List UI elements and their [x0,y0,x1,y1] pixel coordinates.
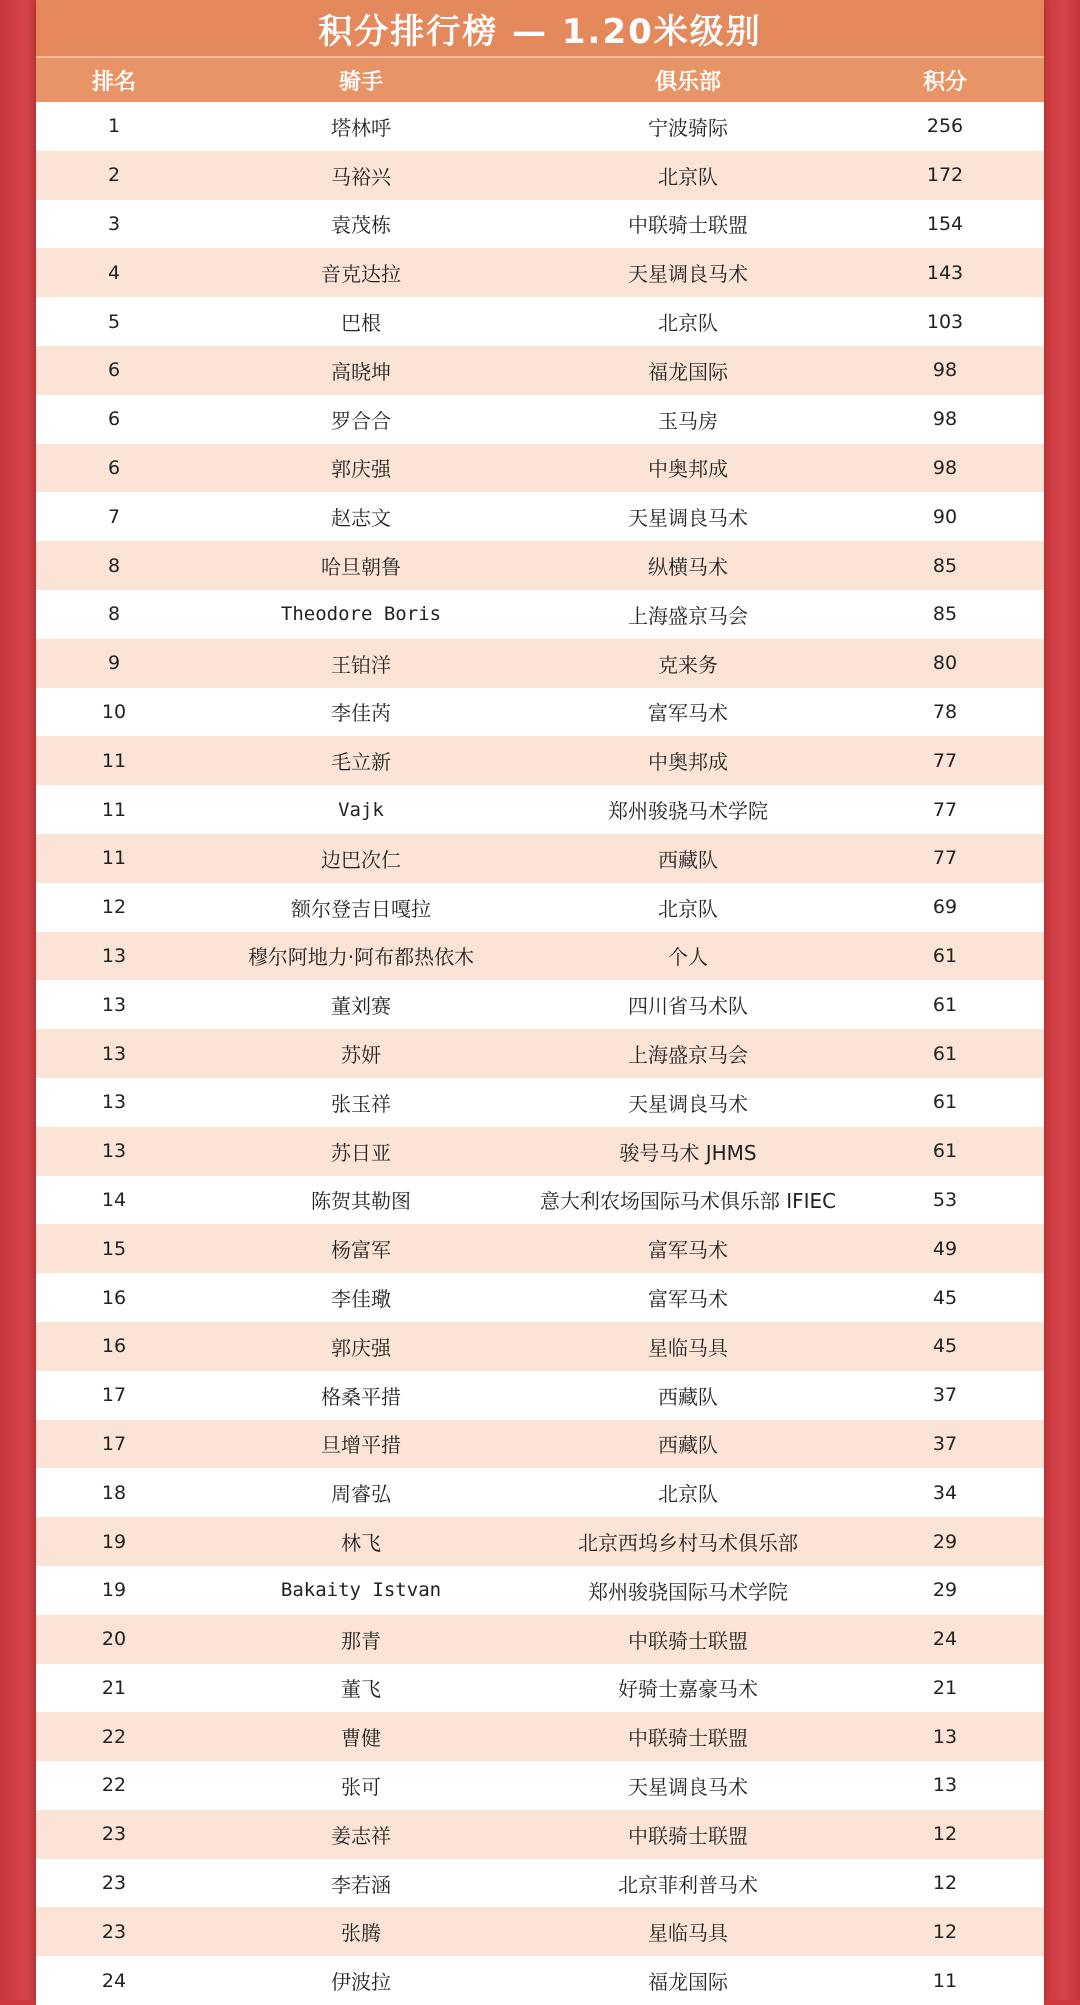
club-cell: 中联骑士联盟 [628,1823,748,1848]
points-cell: 12 [932,1920,958,1943]
rider-cell: 毛立新 [331,750,391,775]
rider-cell: 李佳芮 [331,701,391,726]
header-rank: 排名 [91,69,136,95]
table-row [36,1566,1044,1615]
points-cell: 256 [926,115,964,138]
rider-cell: 格桑平措 [321,1384,401,1409]
table-row [36,1322,1044,1371]
rank-cell: 11 [101,749,127,772]
table-row [36,395,1044,444]
club-cell: 西藏队 [658,1433,718,1458]
points-cell: 37 [932,1384,958,1407]
points-cell: 85 [932,603,958,626]
rider-cell: 旦增平措 [321,1433,401,1458]
table-row [36,1273,1044,1322]
rank-cell: 6 [107,359,121,382]
rank-cell: 17 [101,1432,127,1455]
rider-cell: 额尔登吉日嘎拉 [291,896,431,921]
club-cell: 北京菲利普马术 [618,1872,758,1897]
table-row [36,932,1044,981]
rider-cell: 周睿弘 [331,1482,391,1507]
table-row [36,736,1044,785]
rider-cell: 曹健 [341,1726,381,1751]
points-cell: 80 [932,652,958,675]
table-row [36,444,1044,493]
club-cell: 天星调良马术 [628,1091,748,1116]
rank-cell: 24 [101,1969,127,1992]
points-cell: 24 [932,1628,958,1651]
table-row [36,1176,1044,1225]
table-row [36,1078,1044,1127]
rank-cell: 6 [107,408,121,431]
points-cell: 34 [932,1481,958,1504]
rider-cell: 赵志文 [331,506,391,531]
club-cell: 北京队 [658,311,718,336]
club-cell: 星临马具 [648,1335,728,1360]
table-row [36,541,1044,590]
table-row [36,1761,1044,1810]
table-row [36,200,1044,249]
points-cell: 29 [932,1579,958,1602]
club-cell: 纵横马术 [648,555,728,580]
rider-cell: 边巴次仁 [321,847,401,872]
header-rider: 骑手 [338,69,383,95]
rank-cell: 11 [101,798,127,821]
rank-cell: 13 [101,993,127,1016]
rider-cell: 苏日亚 [331,1140,391,1165]
rider-cell: 巴根 [341,311,381,336]
points-cell: 98 [932,359,958,382]
ranking-panel [36,0,1044,2000]
club-cell: 中联骑士联盟 [628,213,748,238]
rank-cell: 8 [107,554,121,577]
rider-cell: 张玉祥 [331,1091,391,1116]
rider-cell: 王铂洋 [331,652,391,677]
club-cell: 中联骑士联盟 [628,1628,748,1653]
rank-cell: 11 [101,847,127,870]
points-cell: 61 [932,1140,958,1163]
rider-cell: 郭庆强 [331,1335,391,1360]
points-cell: 77 [932,749,958,772]
rank-cell: 14 [101,1188,127,1211]
table-row [36,1420,1044,1469]
rank-cell: 18 [101,1481,127,1504]
club-cell: 骏号马术 JHMS [619,1140,757,1165]
club-cell: 天星调良马术 [628,506,748,531]
rank-cell: 22 [101,1725,127,1748]
club-cell: 郑州骏骁马术学院 [608,799,768,824]
club-cell: 好骑士嘉豪马术 [618,1677,758,1702]
rider-cell: 郭庆强 [331,457,391,482]
club-cell: 玉马房 [658,408,718,433]
points-cell: 11 [932,1969,958,1992]
table-row [36,1127,1044,1176]
rank-cell: 17 [101,1384,127,1407]
club-cell: 四川省马术队 [628,994,748,1019]
table-row [36,1029,1044,1078]
rank-cell: 20 [101,1628,127,1651]
table-row [36,1712,1044,1761]
points-cell: 69 [932,896,958,919]
table-row [36,1810,1044,1859]
club-cell: 宁波骑际 [648,115,728,140]
club-cell: 富军马术 [648,701,728,726]
club-cell: 富军马术 [648,1287,728,1312]
table-row [36,1907,1044,1956]
club-cell: 北京队 [658,1482,718,1507]
club-cell: 郑州骏骁国际马术学院 [588,1579,788,1604]
points-cell: 90 [932,505,958,528]
table-row [36,1615,1044,1664]
points-cell: 13 [932,1774,958,1797]
club-cell: 天星调良马术 [628,1774,748,1799]
points-cell: 12 [932,1823,958,1846]
rider-cell: 姜志祥 [331,1823,391,1848]
rank-cell: 1 [107,115,121,138]
rank-cell: 15 [101,1237,127,1260]
club-cell: 上海盛京马会 [628,1043,748,1068]
points-cell: 45 [932,1286,958,1309]
rider-cell: 高晓坤 [331,359,391,384]
rider-cell: 塔林呼 [331,115,391,140]
club-cell: 中奥邦成 [648,457,728,482]
rider-cell: 哈旦朝鲁 [321,555,401,580]
points-cell: 78 [932,700,958,723]
table-row [36,1664,1044,1713]
rank-cell: 3 [107,212,121,235]
table-row [36,1468,1044,1517]
club-cell: 天星调良马术 [628,262,748,287]
rider-cell: 董飞 [341,1677,381,1702]
header-club: 俱乐部 [654,69,721,95]
rider-cell: 董刘赛 [331,994,391,1019]
points-cell: 77 [932,798,958,821]
table-row [36,980,1044,1029]
rider-cell: 伊波拉 [331,1970,391,1995]
rank-cell: 19 [101,1530,127,1553]
rank-cell: 22 [101,1774,127,1797]
points-cell: 61 [932,1042,958,1065]
points-cell: 61 [932,993,958,1016]
rider-cell: 张腾 [341,1921,381,1946]
right-border-decoration [1040,0,1080,2000]
rank-cell: 19 [101,1579,127,1602]
rank-cell: 23 [101,1872,127,1895]
club-cell: 星临马具 [648,1921,728,1946]
rider-cell: Bakaity Istvan [280,1579,442,1602]
rank-cell: 13 [101,1091,127,1114]
table-row [36,883,1044,932]
table-row [36,688,1044,737]
rider-cell: Theodore Boris [280,603,442,626]
rider-cell: 袁茂栋 [331,213,391,238]
points-cell: 37 [932,1432,958,1455]
rider-cell: 李若涵 [331,1872,391,1897]
club-cell: 北京队 [658,164,718,189]
table-header [36,56,1044,102]
points-cell: 98 [932,408,958,431]
table-row [36,492,1044,541]
ranking-table-body [36,102,1044,2005]
rider-cell: 林飞 [341,1531,381,1555]
rank-cell: 6 [107,456,121,479]
rank-cell: 16 [101,1335,127,1358]
table-row [36,151,1044,200]
club-cell: 西藏队 [658,1384,718,1409]
points-cell: 85 [932,554,958,577]
club-cell: 富军马术 [648,1238,728,1263]
rider-cell: 穆尔阿地力·阿布都热依木 [247,945,475,970]
rank-cell: 12 [101,896,127,919]
table-row [36,1517,1044,1566]
club-cell: 福龙国际 [648,359,728,384]
rider-cell: 罗合合 [331,408,391,433]
rank-cell: 2 [107,164,121,187]
club-cell: 中奥邦成 [648,750,728,775]
rank-cell: 13 [101,1140,127,1163]
header-points: 积分 [922,69,967,95]
points-cell: 98 [932,456,958,479]
club-cell: 西藏队 [658,847,718,872]
club-cell: 北京西坞乡村马术俱乐部 [578,1531,798,1555]
points-cell: 77 [932,847,958,870]
table-row [36,297,1044,346]
table-row [36,834,1044,883]
points-cell: 29 [932,1530,958,1553]
rider-cell: 苏妍 [341,1043,381,1068]
club-cell: 意大利农场国际马术俱乐部 IFIEC [539,1189,837,1214]
table-row [36,1371,1044,1420]
table-row [36,102,1044,151]
rank-cell: 16 [101,1286,127,1309]
table-row [36,785,1044,834]
points-cell: 103 [926,310,964,333]
rider-cell: 李佳璥 [331,1287,391,1312]
table-row [36,1859,1044,1908]
rider-cell: Vajk [338,798,384,821]
rank-cell: 8 [107,603,121,626]
club-cell: 个人 [668,945,708,970]
rank-cell: 21 [101,1676,127,1699]
rank-cell: 13 [101,944,127,967]
table-row [36,248,1044,297]
rank-cell: 13 [101,1042,127,1065]
points-cell: 13 [932,1725,958,1748]
club-cell: 克来务 [658,652,718,677]
points-cell: 172 [926,164,964,187]
rider-cell: 音克达拉 [321,262,401,287]
rank-cell: 23 [101,1823,127,1846]
club-cell: 北京队 [658,896,718,921]
rank-cell: 23 [101,1920,127,1943]
rank-cell: 9 [107,652,121,675]
points-cell: 154 [926,212,964,235]
points-cell: 61 [932,1091,958,1114]
table-row [36,346,1044,395]
rank-cell: 10 [101,700,127,723]
points-cell: 12 [932,1872,958,1895]
points-cell: 61 [932,944,958,967]
club-cell: 上海盛京马会 [628,603,748,628]
rider-cell: 杨富军 [331,1238,391,1263]
club-cell: 中联骑士联盟 [628,1726,748,1751]
table-row [36,1224,1044,1273]
points-cell: 53 [932,1188,958,1211]
table-row [36,1956,1044,2005]
club-cell: 福龙国际 [648,1970,728,1995]
rider-cell: 陈贺其勒图 [311,1189,411,1214]
rider-cell: 那青 [341,1628,381,1653]
rank-cell: 7 [107,505,121,528]
points-cell: 49 [932,1237,958,1260]
rank-cell: 4 [107,261,121,284]
points-cell: 143 [926,261,964,284]
rank-cell: 5 [107,310,121,333]
points-cell: 45 [932,1335,958,1358]
rider-cell: 张可 [341,1774,381,1799]
table-row [36,590,1044,639]
points-cell: 21 [932,1676,958,1699]
left-border-decoration [0,0,40,2000]
rider-cell: 马裕兴 [331,164,391,189]
page-title: 积分排行榜 — 1.20米级别 [36,0,1044,56]
table-row [36,639,1044,688]
